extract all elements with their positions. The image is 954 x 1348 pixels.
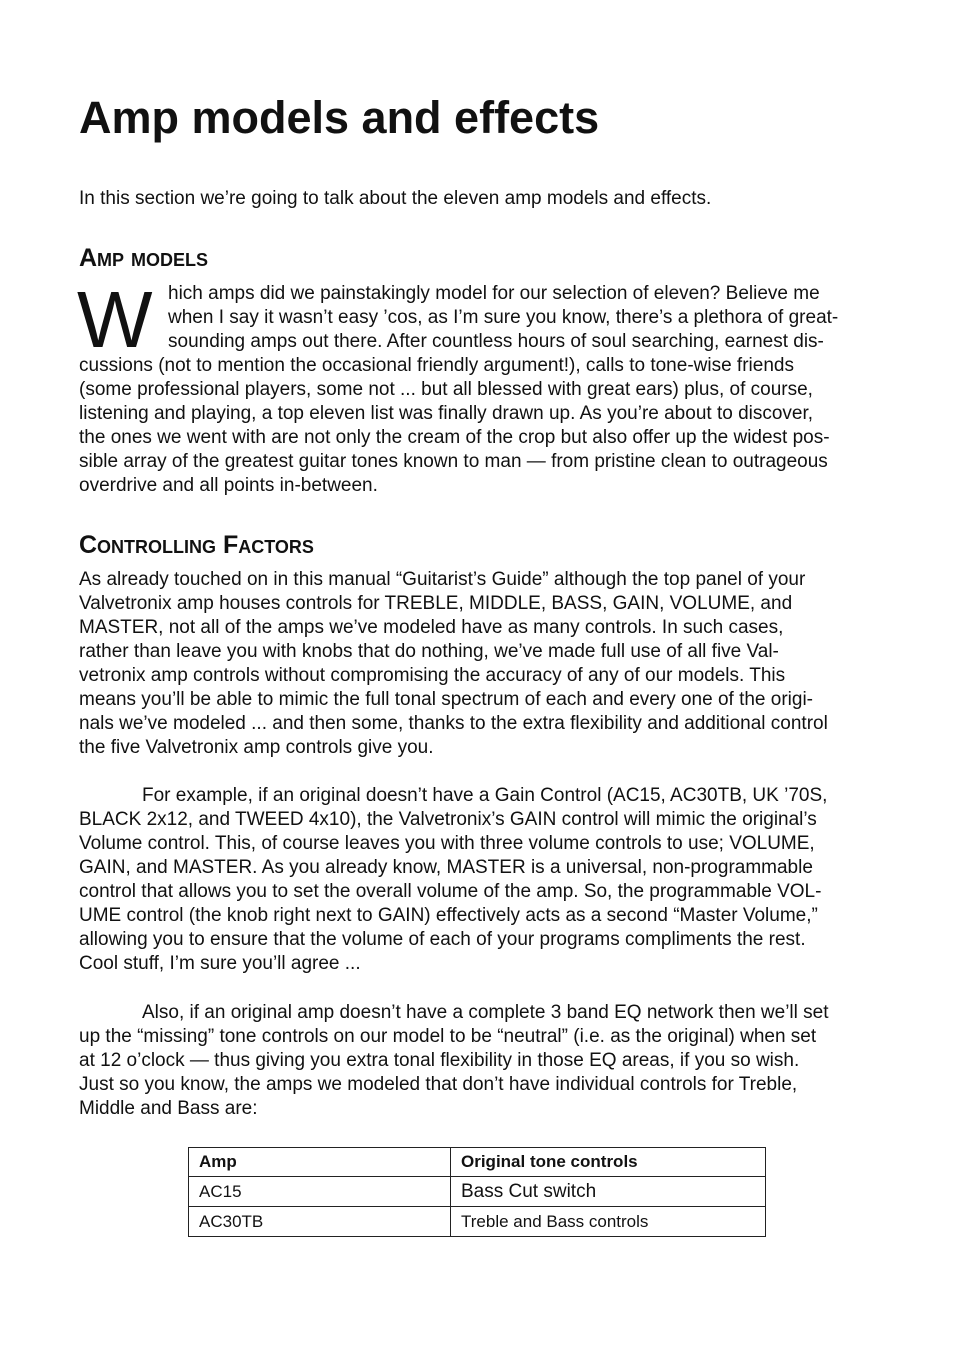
- paragraph-line: means you’ll be able to mimic the full tonal spectrum of each and every one of the origi-: [79, 689, 813, 710]
- controlling-factors-paragraph-3: [79, 1001, 829, 1121]
- paragraph-line: Cool stuff, I’m sure you’ll agree ...: [79, 953, 361, 974]
- paragraph-line: control that allows you to set the overall volume of the amp. So, the programmable VOL-: [79, 881, 822, 902]
- paragraph-line: overdrive and all points in-between.: [79, 475, 378, 496]
- page-title: Amp models and effects: [79, 92, 600, 143]
- paragraph-line: cussions (not to mention the occasional friendly argument!), calls to tone-wise friends: [79, 355, 794, 376]
- table-cell-tone-controls: Bass Cut switch: [451, 1177, 766, 1207]
- column-header-amp: Amp: [189, 1148, 451, 1177]
- drop-cap: W: [77, 275, 153, 364]
- paragraph-line: when I say it wasn’t easy ’cos, as I’m sure you know, there’s a plethora of great-: [168, 307, 839, 328]
- tone-controls-table: [188, 1147, 766, 1237]
- table-row: [189, 1207, 766, 1237]
- paragraph-line: BLACK 2x12, and TWEED 4x10), the Valvetronix’s GAIN control will mimic the original’s: [79, 809, 817, 830]
- paragraph-line: at 12 o’clock — thus giving you extra tonal flexibility in those EQ areas, if you so wish.: [79, 1050, 800, 1071]
- paragraph-line: For example, if an original doesn’t have a Gain Control (AC15, AC30TB, UK ’70S,: [142, 785, 828, 806]
- section-heading-amp-models: Amp models: [79, 244, 209, 272]
- paragraph-line: Middle and Bass are:: [79, 1098, 258, 1119]
- paragraph-line: UME control (the knob right next to GAIN) effectively acts as a second “Master Volume,”: [79, 905, 818, 926]
- paragraph-line: GAIN, and MASTER. As you already know, MASTER is a universal, non-programmable: [79, 857, 813, 878]
- paragraph-line: up the “missing” tone controls on our model to be “neutral” (i.e. as the original) when set: [79, 1026, 817, 1047]
- paragraph-line: vetronix amp controls without compromising the accuracy of any of our models. This: [79, 665, 786, 686]
- intro-paragraph: In this section we’re going to talk about the eleven amp models and effects.: [79, 188, 712, 209]
- table-cell-amp: AC15: [189, 1177, 451, 1207]
- section-heading-controlling-factors: Controlling Factors: [79, 531, 314, 559]
- paragraph-line: hich amps did we painstakingly model for our selection of eleven? Believe me: [168, 283, 820, 304]
- paragraph-line: rather than leave you with knobs that do nothing, we’ve made full use of all five Val-: [79, 641, 779, 662]
- controlling-factors-paragraph-2: [79, 784, 827, 976]
- table-cell-tone-controls: Treble and Bass controls: [451, 1207, 766, 1237]
- paragraph-line: the five Valvetronix amp controls give you.: [79, 737, 434, 758]
- paragraph-line: As already touched on in this manual “Guitarist’s Guide” although the top panel of your: [79, 569, 806, 590]
- paragraph-line: Just so you know, the amps we modeled that don’t have individual controls for Treble,: [79, 1074, 798, 1095]
- paragraph-line: Also, if an original amp doesn’t have a complete 3 band EQ network then we’ll set: [142, 1002, 829, 1023]
- controlling-factors-paragraph-1: [79, 568, 828, 760]
- paragraph-line: nals we’ve modeled ... and then some, thanks to the extra flexibility and additional control: [79, 713, 828, 734]
- table-cell-amp: AC30TB: [189, 1207, 451, 1237]
- paragraph-line: sible array of the greatest guitar tones known to man — from pristine clean to outrageous: [79, 451, 828, 472]
- paragraph-line: (some professional players, some not ... but all blessed with great ears) plus, of course,: [79, 379, 813, 400]
- paragraph-line: sounding amps out there. After countless hours of soul searching, earnest dis-: [168, 331, 824, 352]
- paragraph-line: Volume control. This, of course leaves you with three volume controls to use; VOLUME,: [79, 833, 815, 854]
- paragraph-line: MASTER, not all of the amps we’ve modeled have as many controls. In such cases,: [79, 617, 784, 638]
- paragraph-line: the ones we went with are not only the cream of the crop but also offer up the widest pos-: [79, 427, 830, 448]
- amp-models-paragraph: [77, 275, 839, 498]
- paragraph-line: allowing you to ensure that the volume of each of your programs compliments the rest.: [79, 929, 806, 950]
- paragraph-line: listening and playing, a top eleven list was finally drawn up. As you’re about to discover,: [79, 403, 814, 424]
- paragraph-line: Valvetronix amp houses controls for TREBLE, MIDDLE, BASS, GAIN, VOLUME, and: [79, 593, 793, 614]
- table-header-row: [189, 1148, 766, 1177]
- column-header-tone-controls: Original tone controls: [451, 1148, 766, 1177]
- table-row: [189, 1177, 766, 1207]
